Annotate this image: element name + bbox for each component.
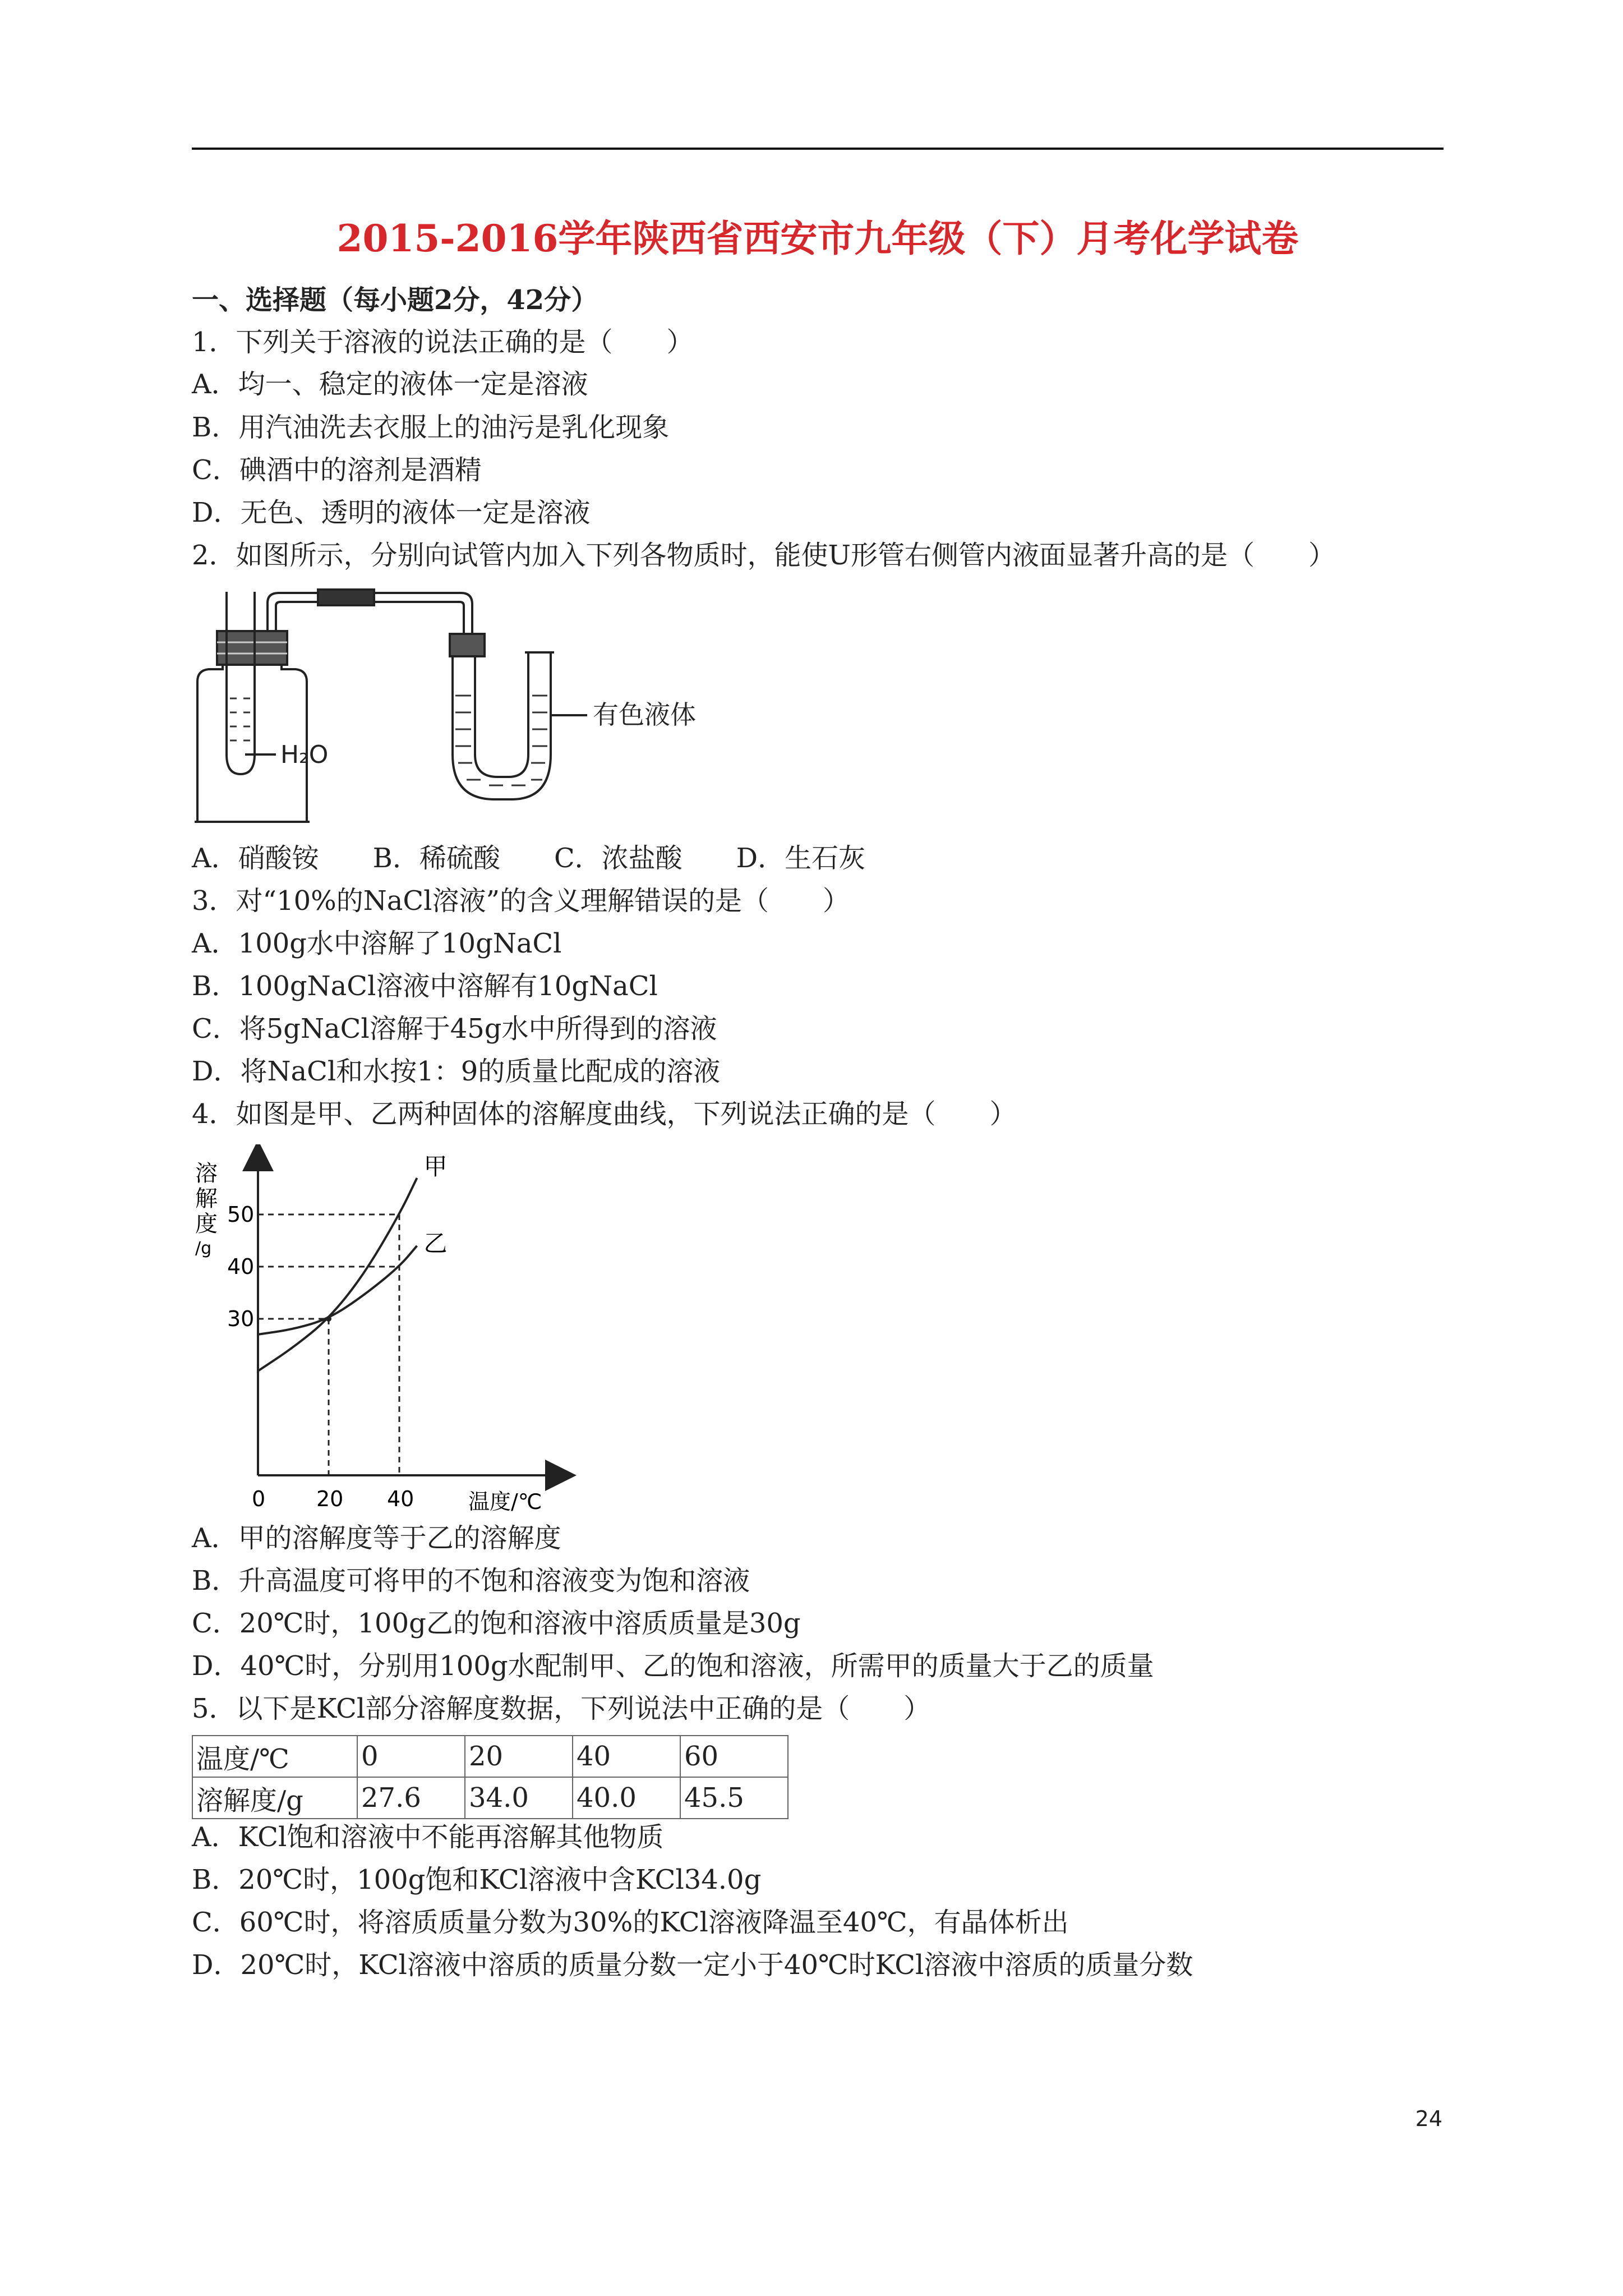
water-label: H₂O: [280, 740, 329, 769]
ylabel-char-4: /g: [195, 1239, 212, 1258]
y-tick-label: 40: [227, 1254, 255, 1279]
page-title: 2015-2016学年陕西省西安市九年级（下）月考化学试卷: [336, 217, 1299, 260]
x-axis-label: 温度/℃: [468, 1489, 542, 1514]
q1-stem: 1．下列关于溶液的说法正确的是（ ）: [192, 326, 694, 358]
colored-liquid-label: 有色液体: [593, 700, 696, 730]
guide-lines: [258, 1214, 399, 1475]
q5-stem: 5．以下是KCl部分溶解度数据，下列说法中正确的是（ ）: [192, 1693, 931, 1724]
series-group: [258, 1153, 448, 1371]
q1-option-c: C．碘酒中的溶剂是酒精: [192, 454, 482, 486]
intersection-point: [326, 1316, 331, 1322]
q4-option-d: D．40℃时，分别用100g水配制甲、乙的饱和溶液，所需甲的质量大于乙的质量: [192, 1650, 1154, 1682]
q5-option-c: C．60℃时，将溶质质量分数为30%的KCl溶液降温至40℃，有晶体析出: [192, 1907, 1069, 1938]
ylabel-char-2: 解: [195, 1186, 218, 1212]
q3-option-d: D．将NaCl和水按1：9的质量比配成的溶液: [192, 1056, 721, 1087]
header-rule: [192, 148, 1444, 150]
q4-stem: 4．如图是甲、乙两种固体的溶解度曲线，下列说法正确的是（ ）: [192, 1098, 1017, 1130]
table-cell: 60: [680, 1736, 788, 1777]
q2-options: A．硝酸铵 B．稀硫酸 C．浓盐酸 D．生石灰: [192, 843, 866, 874]
page-number: 24: [1415, 2106, 1442, 2131]
series-line-1: [258, 1178, 417, 1371]
table-cell: 34.0: [465, 1777, 573, 1819]
series-label-2: 乙: [423, 1229, 448, 1257]
table-cell: 溶解度/g: [192, 1777, 357, 1819]
x-tick-label: 20: [316, 1487, 344, 1511]
table-cell: 40: [573, 1736, 680, 1777]
ylabel-char-3: 度: [195, 1211, 218, 1237]
table-row: [192, 1736, 788, 1777]
table-cell: 20: [465, 1736, 573, 1777]
q4-option-c: C．20℃时，100g乙的饱和溶液中溶质质量是30g: [192, 1608, 801, 1639]
table-cell: 0: [357, 1736, 465, 1777]
table-cell: 40.0: [573, 1777, 680, 1819]
q3-stem: 3．对“10%的NaCl溶液”的含义理解错误的是（ ）: [192, 885, 850, 917]
section-heading: 一、选择题（每小题2分，42分）: [192, 284, 598, 316]
solubility-chart: [185, 1144, 589, 1515]
kcl-solubility-table: [192, 1735, 789, 1819]
x-tick-label: 40: [387, 1487, 414, 1511]
table-cell: 温度/℃: [192, 1736, 357, 1777]
series-line-2: [258, 1246, 417, 1335]
table-row: [192, 1777, 788, 1819]
q5-option-d: D．20℃时，KCl溶液中溶质的质量分数一定小于40℃时KCl溶液中溶质的质量分数: [192, 1949, 1193, 1981]
apparatus-figure: [192, 586, 708, 827]
y-tick-label: 50: [227, 1202, 255, 1227]
series-label-1: 甲: [423, 1152, 448, 1180]
table-cell: 45.5: [680, 1777, 788, 1819]
q1-option-b: B．用汽油洗去衣服上的油污是乳化现象: [192, 412, 670, 443]
ylabel-char-1: 溶: [195, 1161, 218, 1186]
q4-option-b: B．升高温度可将甲的不饱和溶液变为饱和溶液: [192, 1565, 750, 1596]
tick-labels: [227, 1202, 414, 1511]
q3-option-c: C．将5gNaCl溶解于45g水中所得到的溶液: [192, 1013, 717, 1045]
q3-option-b: B．100gNaCl溶液中溶解有10gNaCl: [192, 970, 658, 1002]
y-tick-label: 30: [227, 1306, 255, 1331]
q5-option-a: A．KCl饱和溶液中不能再溶解其他物质: [192, 1821, 664, 1853]
table-cell: 27.6: [357, 1777, 465, 1819]
q3-option-a: A．100g水中溶解了10gNaCl: [192, 928, 562, 959]
q1-option-a: A．均一、稳定的液体一定是溶液: [192, 369, 588, 400]
x-tick-label: 0: [252, 1487, 266, 1511]
q4-option-a: A．甲的溶解度等于乙的溶解度: [192, 1522, 561, 1554]
q5-option-b: B．20℃时，100g饱和KCl溶液中含KCl34.0g: [192, 1864, 762, 1895]
q1-option-d: D．无色、透明的液体一定是溶液: [192, 497, 591, 528]
q2-stem: 2．如图所示，分别向试管内加入下列各物质时，能使U形管右侧管内液面显著升高的是（ ）: [192, 540, 1335, 571]
